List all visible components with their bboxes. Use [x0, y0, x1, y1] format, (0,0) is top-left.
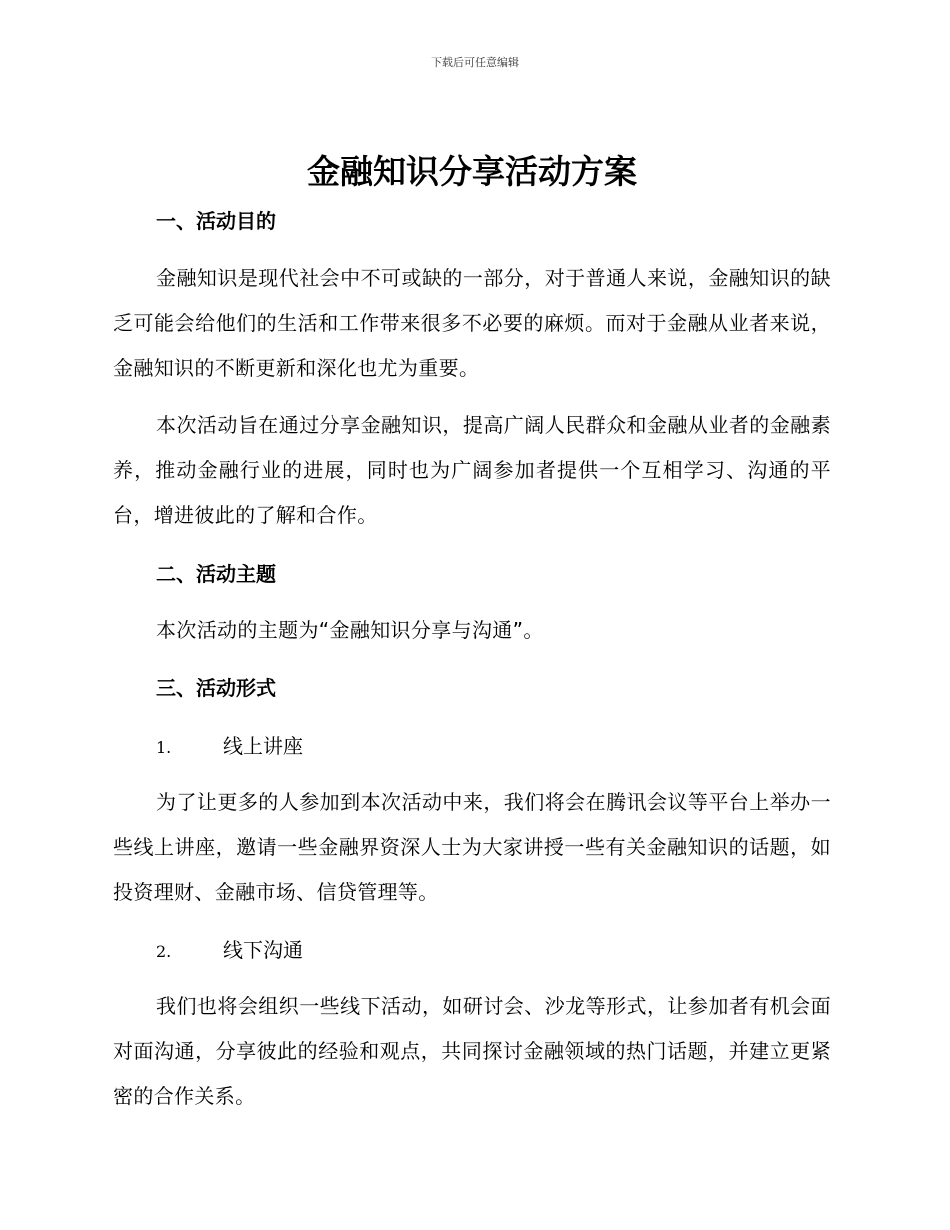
document-title: 金融知识分享活动方案	[307, 152, 637, 191]
paragraph-online-lecture: 为了让更多的人参加到本次活动中来，我们将会在腾讯会议等平台上举办一些线上讲座，邀请一些金融界资深人士为大家讲授一些有关金融知识的话题，如投资理财、金融市场、信贷管理等。	[113, 790, 831, 904]
section-heading-purpose: 一、活动目的	[156, 209, 276, 233]
page-header-note: 下载后可任意编辑	[431, 56, 519, 69]
list-item-offline-communication	[156, 936, 303, 966]
paragraph-purpose-1: 金融知识是现代社会中不可或缺的一部分，对于普通人来说，金融知识的缺乏可能会给他们的生活和工作带来很多不必要的麻烦。而对于金融从业者来说，金融知识的不断更新和深化也尤为重要。	[113, 266, 831, 380]
list-item-label: 线上讲座	[223, 734, 303, 758]
list-item-online-lecture	[156, 732, 303, 762]
list-item-number: 1.	[156, 738, 172, 757]
list-item-label: 线下沟通	[223, 938, 303, 962]
section-heading-format: 三、活动形式	[156, 676, 276, 700]
paragraph-purpose-2: 本次活动旨在通过分享金融知识，提高广阔人民群众和金融从业者的金融素养，推动金融行业的进展，同时也为广阔参加者提供一个互相学习、沟通的平台，增进彼此的了解和合作。	[113, 413, 831, 527]
list-item-number: 2.	[156, 942, 172, 961]
section-heading-theme: 二、活动主题	[156, 562, 276, 586]
paragraph-theme: 本次活动的主题为“金融知识分享与沟通”。	[156, 618, 544, 642]
paragraph-offline-communication: 我们也将会组织一些线下活动，如研讨会、沙龙等形式，让参加者有机会面对面沟通，分享彼此的经验和观点，共同探讨金融领域的热门话题，并建立更紧密的合作关系。	[113, 994, 831, 1108]
